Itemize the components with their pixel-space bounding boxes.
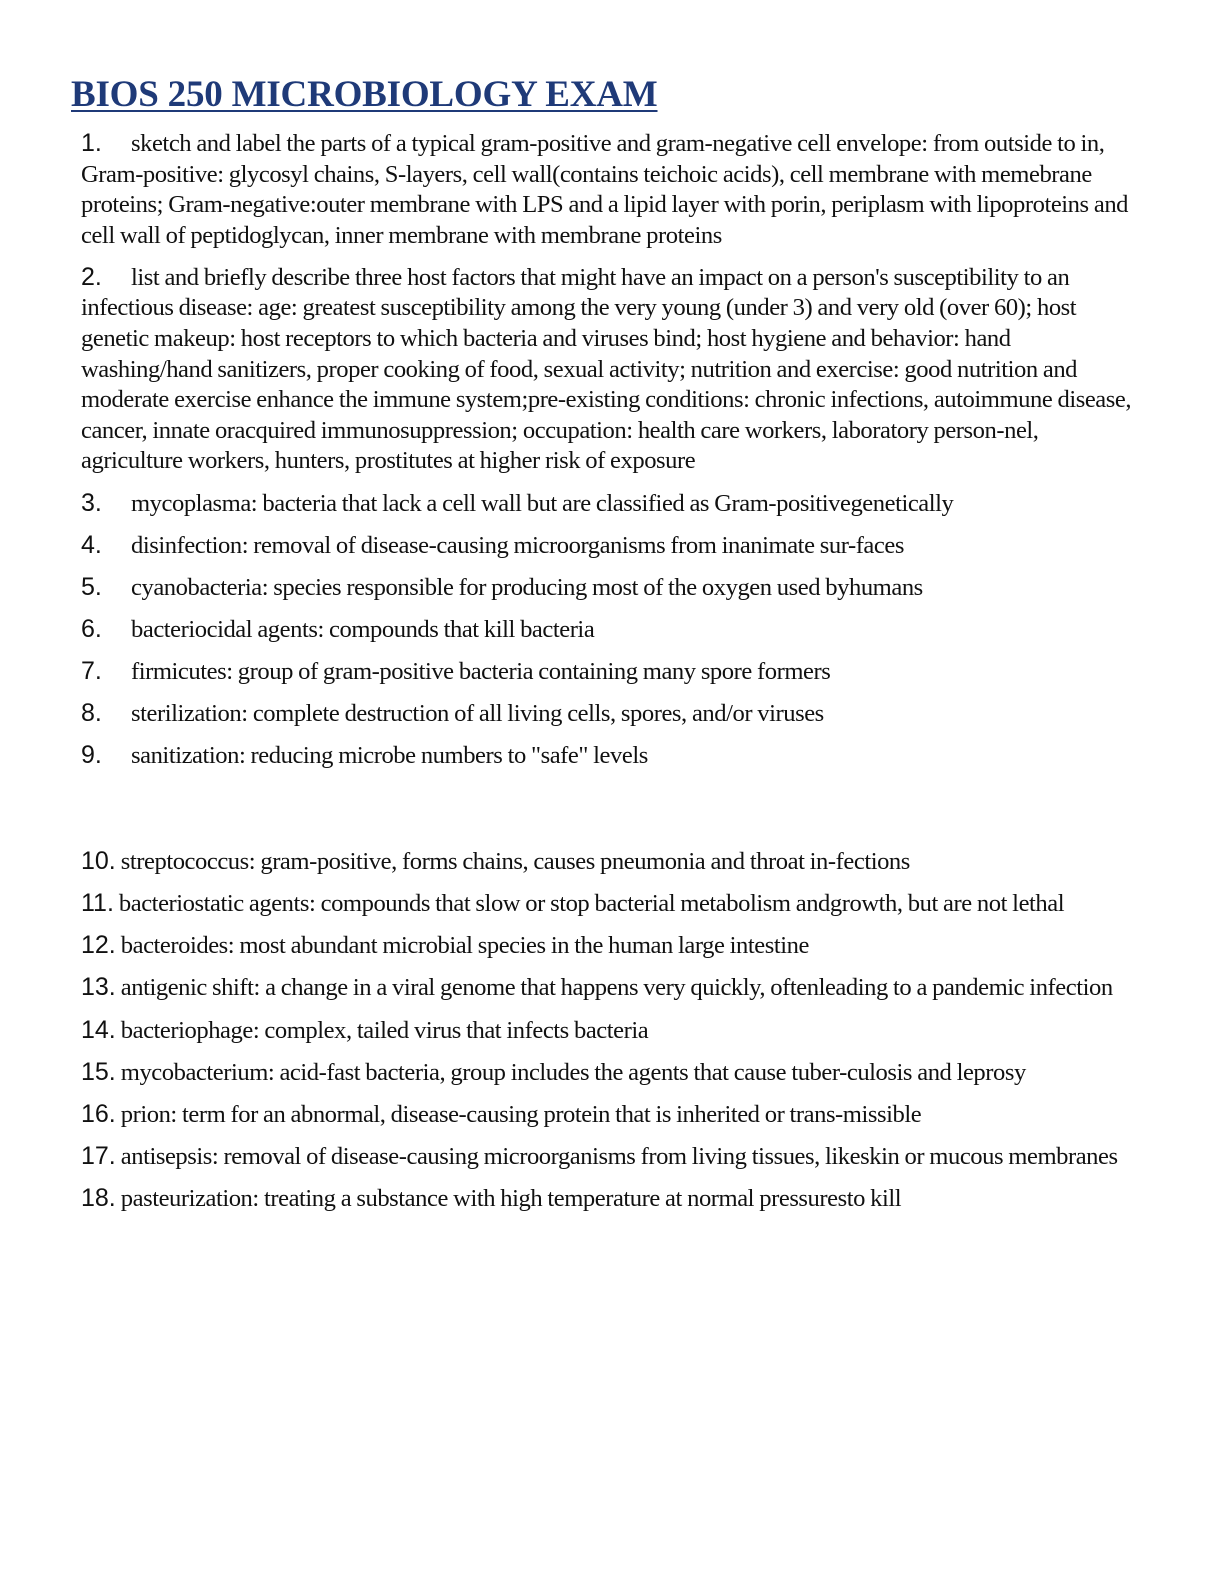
item-text: pasteurization: treating a substance with high temperature at normal pressuresto kill bbox=[120, 1184, 902, 1212]
item-text: mycobacterium: acid-fast bacteria, group includes the agents that cause tuber-culosis and leprosy bbox=[120, 1058, 1026, 1086]
list-item bbox=[81, 656, 1141, 688]
item-text: cyanobacteria: species responsible for producing most of the oxygen used byhumans bbox=[131, 573, 923, 601]
item-text: disinfection: removal of disease-causing microorganisms from inanimate sur-faces bbox=[131, 531, 904, 559]
item-number: 4. bbox=[81, 530, 102, 559]
item-text: bacteroides: most abundant microbial species in the human large intestine bbox=[120, 932, 809, 960]
list-item bbox=[81, 846, 1141, 878]
item-number: 5. bbox=[81, 572, 102, 601]
item-number: 8. bbox=[81, 699, 102, 727]
item-number: 10. bbox=[81, 847, 116, 876]
list-item bbox=[81, 930, 1141, 962]
item-number: 15. bbox=[81, 1057, 116, 1086]
list-item bbox=[81, 262, 1141, 477]
item-number: 17. bbox=[81, 1141, 116, 1170]
item-text: firmicutes: group of gram-positive bacteria containing many spore formers bbox=[131, 657, 831, 685]
list-item bbox=[81, 1099, 1141, 1131]
list-item bbox=[81, 1015, 1141, 1047]
list-item bbox=[81, 614, 1141, 646]
document-page bbox=[71, 72, 1141, 1225]
item-number: 3. bbox=[81, 488, 102, 517]
item-number: 14. bbox=[81, 1015, 116, 1044]
question-list bbox=[81, 128, 1141, 1215]
item-text: sterilization: complete destruction of all living cells, spores, and/or viruses bbox=[131, 700, 824, 727]
item-number: 2. bbox=[81, 262, 102, 291]
list-item bbox=[81, 1141, 1141, 1173]
list-item bbox=[81, 888, 1141, 920]
item-number: 11. bbox=[81, 889, 114, 918]
item-number: 16. bbox=[81, 1099, 116, 1128]
list-item bbox=[81, 698, 1141, 730]
page-break-gap bbox=[81, 782, 1141, 846]
item-text: bacteriophage: complex, tailed virus that infects bacteria bbox=[120, 1016, 649, 1044]
item-number: 7. bbox=[81, 656, 102, 685]
item-text: streptococcus: gram-positive, forms chains, causes pneumonia and throat in-fections bbox=[120, 848, 910, 876]
item-number: 9. bbox=[81, 741, 102, 770]
item-text: mycoplasma: bacteria that lack a cell wall but are classified as Gram-positivegenetically bbox=[131, 489, 954, 517]
item-text: antigenic shift: a change in a viral genome that happens very quickly, oftenleading to a pandemic infection bbox=[120, 974, 1113, 1002]
item-text: prion: term for an abnormal, disease-causing protein that is inherited or trans-missible bbox=[120, 1100, 922, 1128]
item-text: bacteriostatic agents: compounds that slow or stop bacterial metabolism andgrowth, but are not lethal bbox=[118, 890, 1065, 918]
item-number: 1. bbox=[81, 129, 102, 157]
item-text: sketch and label the parts of a typical gram-positive and gram-negative cell envelope: from outside to in, Gram-positive: glycosyl chains, S-layers, cell wall(contains teichoic acids), cell membrane with memebrane proteins; Gram-negative:outer membrane with LPS and a lipid layer with porin, periplasm with lipoproteins and cell wall of peptidoglycan, inner membrane with membrane proteins bbox=[81, 130, 1129, 249]
item-number: 13. bbox=[81, 973, 116, 1002]
list-item bbox=[81, 572, 1141, 604]
page-title: BIOS 250 MICROBIOLOGY EXAM bbox=[71, 74, 658, 115]
list-item bbox=[81, 1183, 1141, 1215]
item-number: 12. bbox=[81, 931, 116, 960]
list-item bbox=[81, 1057, 1141, 1089]
list-item bbox=[81, 128, 1141, 251]
list-item bbox=[81, 972, 1141, 1004]
item-number: 6. bbox=[81, 614, 102, 643]
list-item bbox=[81, 740, 1141, 772]
item-text: sanitization: reducing microbe numbers to "safe" levels bbox=[131, 742, 648, 770]
item-text: bacteriocidal agents: compounds that kill bacteria bbox=[131, 615, 595, 643]
list-item bbox=[81, 488, 1141, 520]
list-item bbox=[81, 530, 1141, 562]
item-text: antisepsis: removal of disease-causing microorganisms from living tissues, likeskin or mucous membranes bbox=[120, 1142, 1118, 1170]
item-number: 18. bbox=[81, 1183, 116, 1212]
item-text: list and briefly describe three host factors that might have an impact on a person's susceptibility to an infectious disease: age: greatest susceptibility among the very young (under 3) and very old (over 60); host genetic makeup: host receptors to which bacteria and viruses bind; host hygiene and behavior: hand washing/hand sanitizers, proper cooking of food, sexual activity; nutrition and exercise: good nutrition and moderate exercise enhance the immune system;pre-existing conditions: chronic infections, autoimmune disease, cancer, innate oracquired immunosuppression; occupation: health care workers, laboratory person-nel, agriculture workers, hunters, prostitutes at higher risk of exposure bbox=[81, 263, 1132, 475]
